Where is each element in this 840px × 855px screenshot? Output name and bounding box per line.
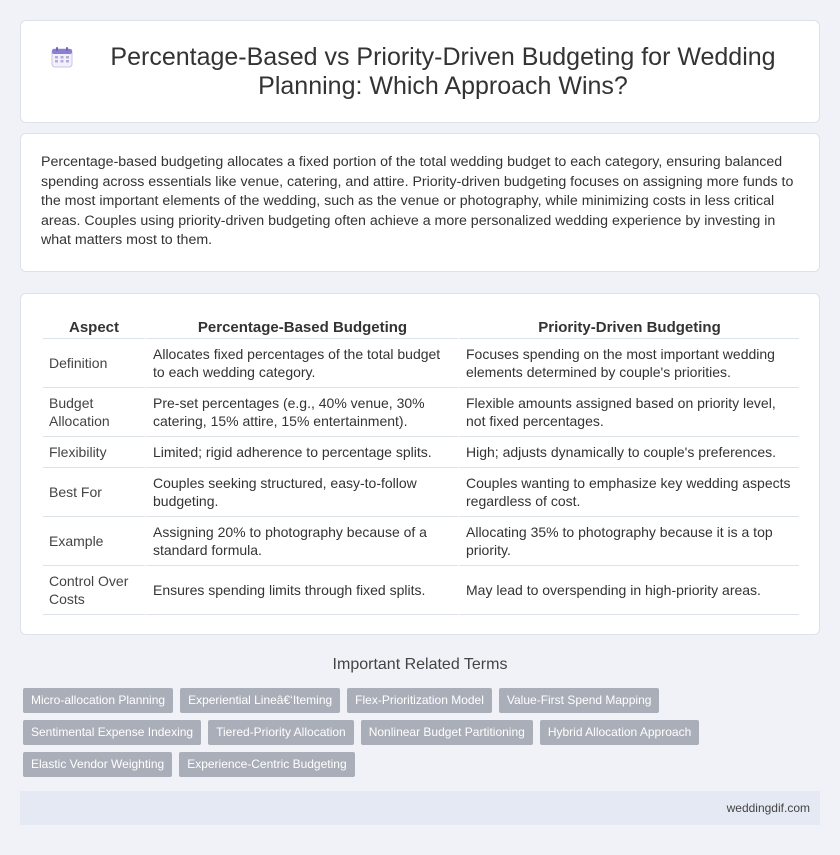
row-percentage-cell: Ensures spending limits through fixed splits. [145,566,458,615]
table-row [43,566,799,615]
title-wrap [21,43,819,101]
footer-site-link[interactable]: weddingdif.com [726,801,810,815]
related-term-tag[interactable]: Experience-Centric Budgeting [179,752,354,777]
related-term-tag[interactable]: Micro-allocation Planning [23,688,173,713]
row-aspect: Best For [43,468,145,517]
related-term-tag[interactable]: Sentimental Expense Indexing [23,720,201,745]
row-percentage-cell: Couples seeking structured, easy-to-follow budgeting. [145,468,458,517]
page-title: Percentage-Based vs Priority-Driven Budgeting for Wedding Planning: Which Approach Wins? [110,42,776,100]
row-percentage-cell: Limited; rigid adherence to percentage splits. [145,437,458,468]
calendar-icon [51,46,73,68]
header-aspect: Aspect [43,314,145,339]
row-aspect: Flexibility [43,437,145,468]
related-term-tag[interactable]: Flex-Prioritization Model [347,688,492,713]
table-row [43,468,799,517]
row-aspect: Budget Allocation [43,388,145,437]
related-term-tag[interactable]: Hybrid Allocation Approach [540,720,699,745]
related-term-tag[interactable]: Elastic Vendor Weighting [23,752,172,777]
row-priority-cell: High; adjusts dynamically to couple's preferences. [458,437,799,468]
footer [20,791,820,825]
related-term-tag[interactable]: Experiential Lineâ€‘Iteming [180,688,340,713]
row-percentage-cell: Allocates fixed percentages of the total budget to each wedding category. [145,339,458,388]
header-percentage-based: Percentage-Based Budgeting [145,314,458,339]
related-term-tag[interactable]: Value-First Spend Mapping [499,688,660,713]
comparison-card [20,293,820,635]
row-aspect: Control Over Costs [43,566,145,615]
row-priority-cell: Flexible amounts assigned based on priority level, not fixed percentages. [458,388,799,437]
header-priority-driven: Priority-Driven Budgeting [458,314,799,339]
table-row [43,437,799,468]
related-term-tag[interactable]: Nonlinear Budget Partitioning [361,720,533,745]
table-row [43,339,799,388]
row-priority-cell: May lead to overspending in high-priority areas. [458,566,799,615]
intro-paragraph: Percentage-based budgeting allocates a fixed portion of the total wedding budget to each category, ensuring balanced spending across essentials like venue, catering, and attire. Priority-driven budgeting focuses on assigning more funds to the most important elements of the wedding, such as the venue or photography, while minimizing costs in less critical areas. Couples using priority-driven budgeting often achieve a more personalized wedding experience by investing in what matters most to them. [41,154,794,249]
table-header-row [43,314,799,339]
related-term-tag[interactable]: Tiered-Priority Allocation [208,720,354,745]
row-priority-cell: Allocating 35% to photography because it is a top priority. [458,517,799,566]
title-card [20,20,820,123]
row-aspect: Definition [43,339,145,388]
comparison-table [43,314,799,615]
related-terms-title: Important Related Terms [332,656,508,673]
table-row [43,517,799,566]
row-percentage-cell: Assigning 20% to photography because of a standard formula. [145,517,458,566]
table-row [43,388,799,437]
row-aspect: Example [43,517,145,566]
intro-card [20,133,820,272]
related-terms-list [23,688,723,784]
row-percentage-cell: Pre-set percentages (e.g., 40% venue, 30% catering, 15% attire, 15% entertainment). [145,388,458,437]
row-priority-cell: Couples wanting to emphasize key wedding aspects regardless of cost. [458,468,799,517]
row-priority-cell: Focuses spending on the most important wedding elements determined by couple's priorities. [458,339,799,388]
